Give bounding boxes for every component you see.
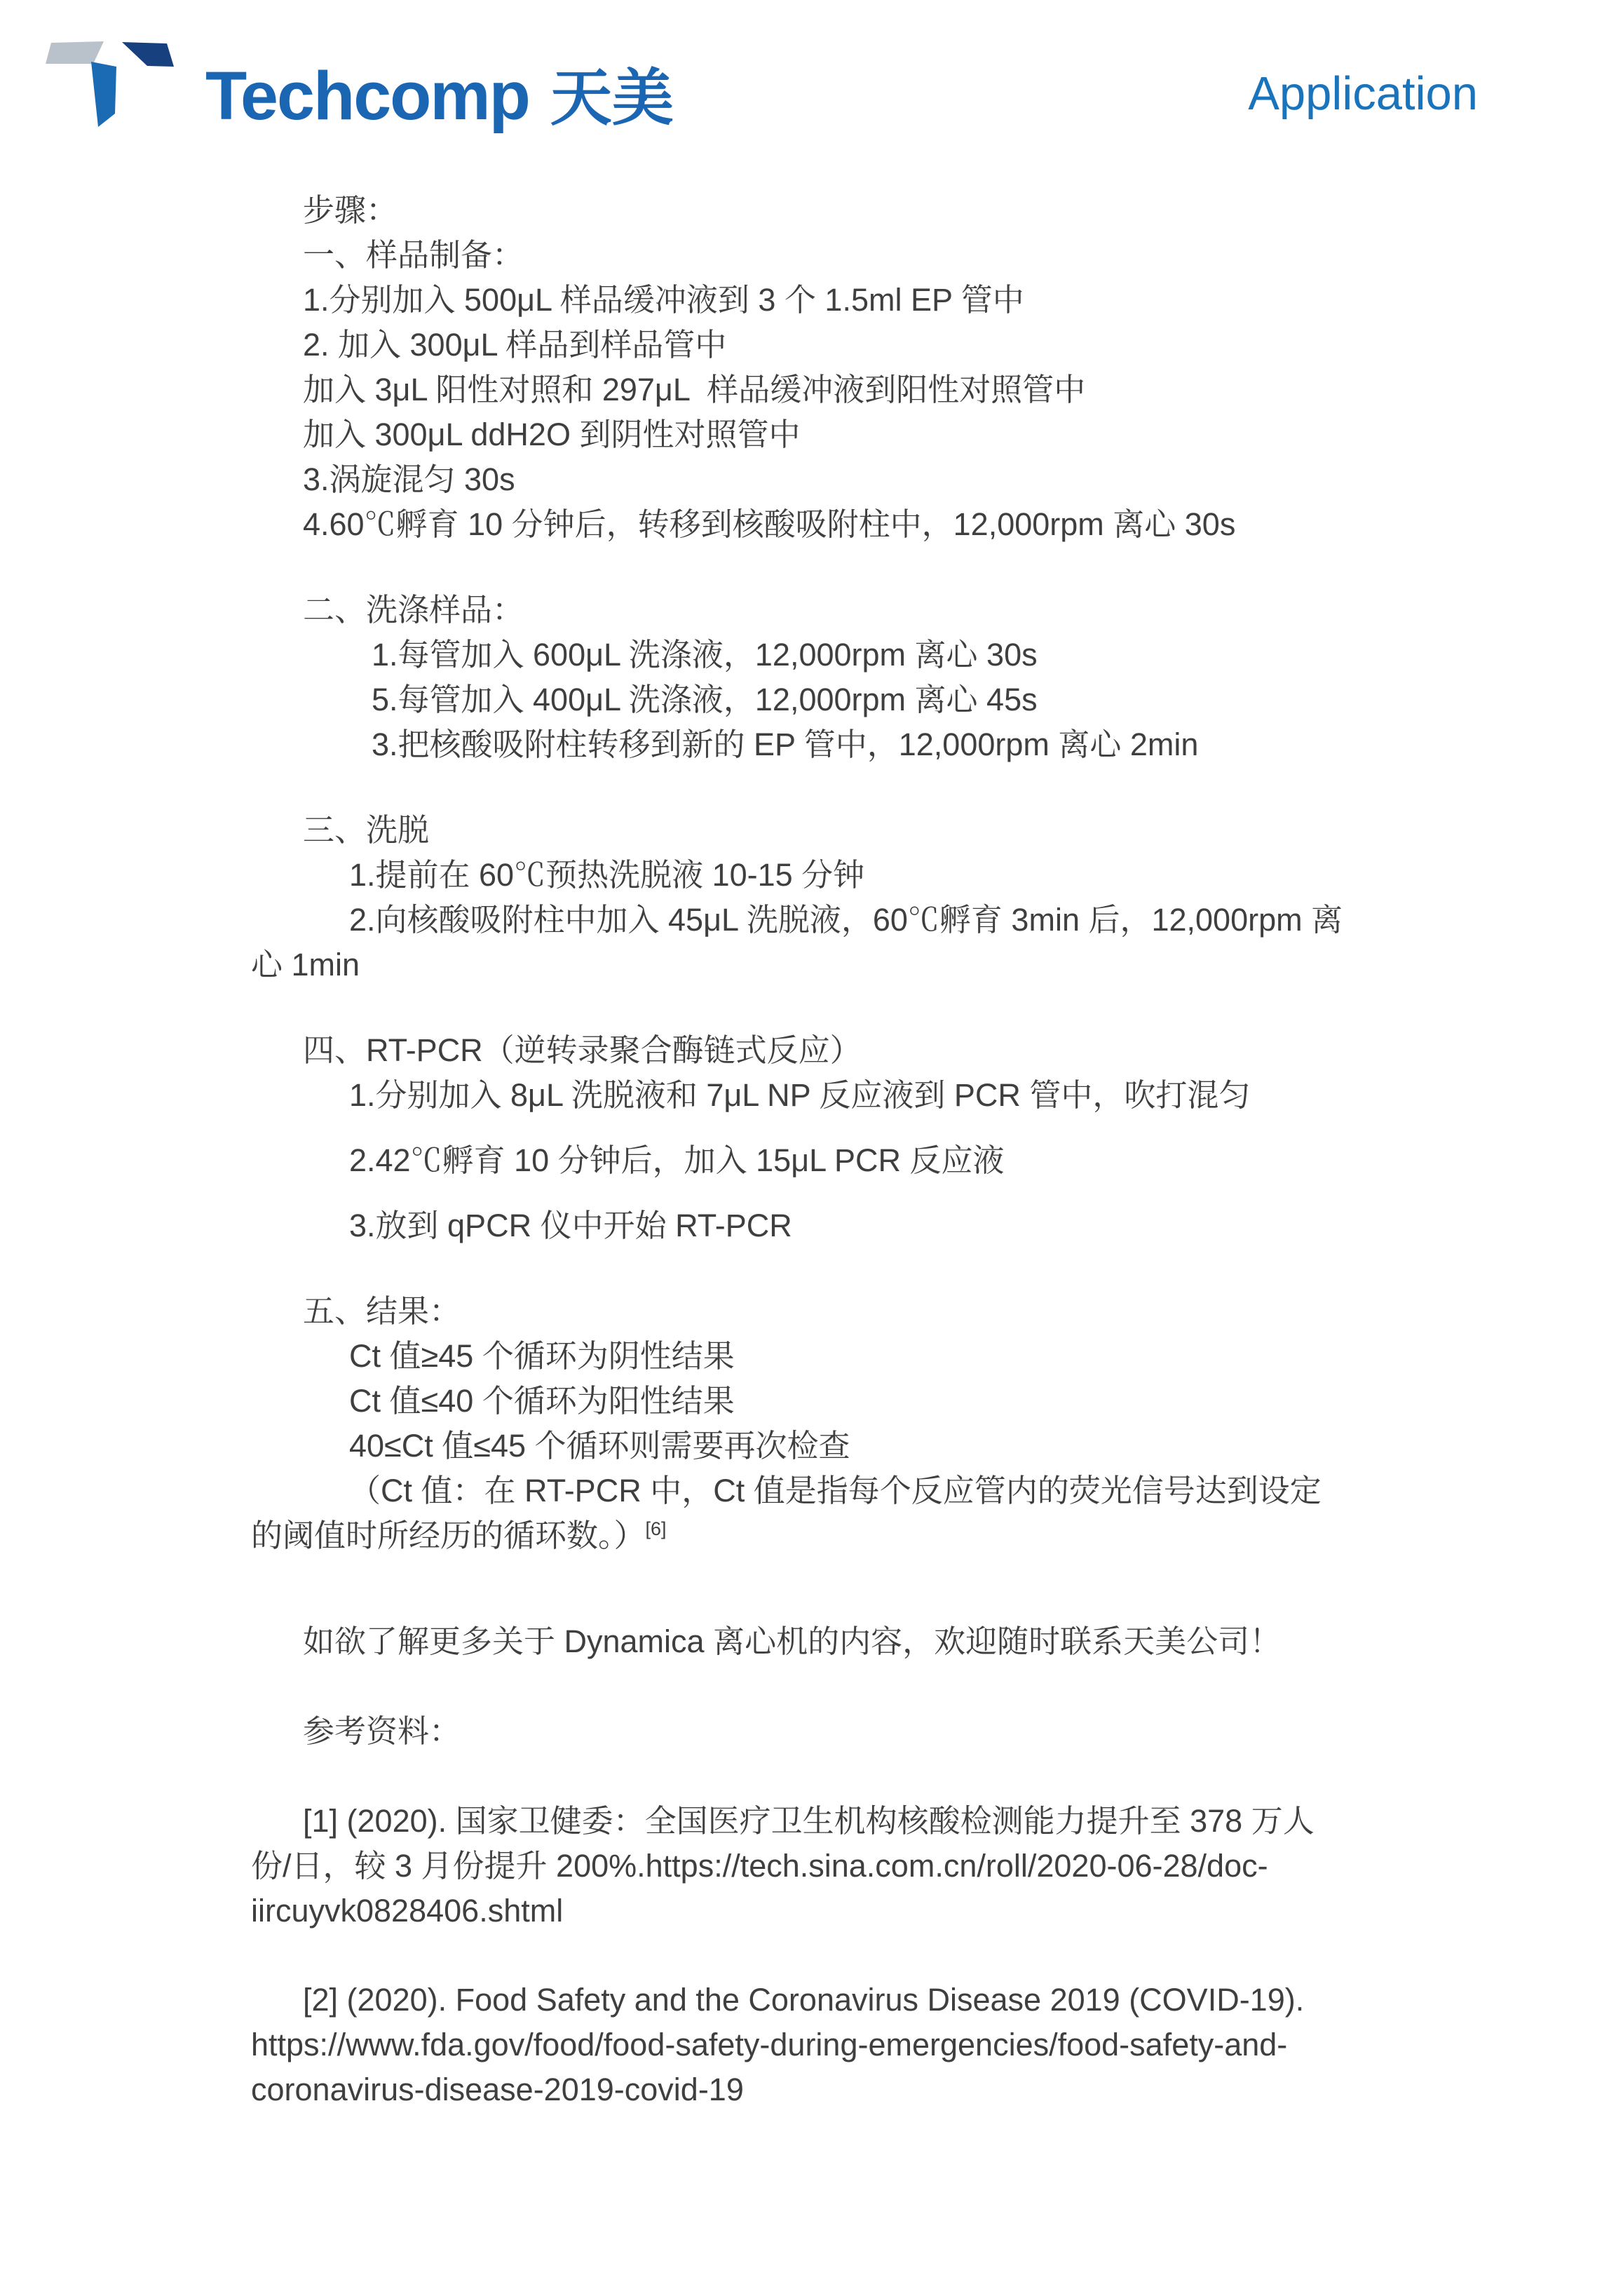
text-line [251,1978,1387,2022]
text-line [251,633,1387,677]
text-line-content: 3.把核酸吸附柱转移到新的 EP 管中，12,000rpm 离心 2min [372,727,1199,762]
text-line [251,457,1387,502]
text-line [251,1424,1387,1468]
text-line-content: 三、洗脱 [303,812,430,848]
document-lines [251,188,1387,2112]
text-line [251,1289,1387,1334]
text-line [251,677,1387,722]
text-line-content: 四、RT-PCR（逆转录聚合酶链式反应） [303,1032,862,1068]
text-line-content: 5.每管加入 400μL 洗涤液，12,000rpm 离心 45s [372,682,1038,717]
text-line-content: 2. 加入 300μL 样品到样品管中 [303,327,727,363]
text-line-content: 加入 300μL ddH2O 到阴性对照管中 [303,417,801,452]
text-line [251,412,1387,457]
text-line-content: 步骤： [303,192,398,228]
logo-navy-face [122,42,174,67]
logo-blue-face [91,62,116,127]
text-line-content: 份/日，较 3 月份提升 200%.https://tech.sina.com.cn/roll/2020-06-28/doc- [251,1847,1268,1884]
text-line-content: Ct 值≥45 个循环为阴性结果 [349,1338,735,1374]
text-line-content: 2.向核酸吸附柱中加入 45μL 洗脱液，60℃孵育 3min 后，12,000rpm 离 [349,902,1343,938]
text-line-content: https://www.fda.gov/food/food-safety-during-emergencies/food-safety-and- [251,2027,1288,2063]
text-line-content: 加入 3μL 阳性对照和 297μL 样品缓冲液到阳性对照管中 [303,372,1086,407]
text-line-content: iircuyvk0828406.shtml [251,1892,564,1929]
text-line [251,1709,1387,1754]
text-line-content: 心 1min [251,947,360,982]
application-label: Application [1248,67,1478,120]
text-line-content: [2] (2020). Food Safety and the Coronavirus Disease 2019 (COVID-19). [303,1982,1305,2018]
text-line [251,1844,1387,1889]
text-line-content: coronavirus-disease-2019-covid-19 [251,2072,744,2108]
text-line [251,1513,1387,1558]
text-line [251,722,1387,767]
text-line [251,1028,1387,1073]
text-line [251,1334,1387,1379]
document-body [251,188,1387,2112]
text-line [251,323,1387,367]
text-line-content: 如欲了解更多关于 Dynamica 离心机的内容，欢迎随时联系天美公司！ [303,1623,1282,1659]
text-line [251,1889,1387,1933]
text-line [251,1073,1387,1118]
text-line-content: （Ct 值：在 RT-PCR 中，Ct 值是指每个反应管内的荧光信号达到设定 [349,1473,1322,1508]
text-line [251,853,1387,898]
brand-name-cn: 天美 [550,63,674,133]
text-line [251,188,1387,233]
text-line-content: [1] (2020). 国家卫健委：全国医疗卫生机构核酸检测能力提升至 378 万人 [303,1802,1315,1839]
text-line-content: 4.60℃孵育 10 分钟后，转移到核酸吸附柱中，12,000rpm 离心 30s [303,506,1236,542]
brand-name: Techcomp [205,58,529,134]
text-line-content: 3.涡旋混匀 30s [303,461,515,497]
text-line-content: 二、洗涤样品： [303,592,524,628]
text-line-content: 1.分别加入 8μL 洗脱液和 7μL NP 反应液到 PCR 管中，吹打混匀 [349,1077,1251,1113]
text-line-content: 1.提前在 60℃预热洗脱液 10-15 分钟 [349,857,865,893]
text-line [251,278,1387,323]
text-line [251,367,1387,412]
text-line-content: 1.分别加入 500μL 样品缓冲液到 3 个 1.5ml EP 管中 [303,282,1024,318]
text-line [251,898,1387,943]
text-line [251,1799,1387,1844]
text-line-content: 3.放到 qPCR 仪中开始 RT-PCR [349,1208,792,1243]
text-line [251,1468,1387,1513]
text-line [251,588,1387,633]
text-line [251,2067,1387,2112]
text-line-content: Ct 值≤40 个循环为阳性结果 [349,1383,735,1419]
text-line [251,2022,1387,2067]
text-line-content: 一、样品制备： [303,237,524,273]
text-line [251,1203,1387,1248]
text-line-content: 40≤Ct 值≤45 个循环则需要再次检查 [349,1428,850,1464]
text-line [251,233,1387,278]
logo-gray-face [46,41,104,64]
page-header [42,34,1623,153]
text-line [251,808,1387,853]
text-line-content: 2.42℃孵育 10 分钟后，加入 15μL PCR 反应液 [349,1142,1005,1178]
text-line [251,1379,1387,1424]
reference-superscript: [6] [645,1518,667,1539]
text-line-content: 的阈值时所经历的循环数。） [251,1518,646,1553]
techcomp-logo-mark [42,34,179,139]
text-line [251,1138,1387,1183]
text-line-content: 参考资料： [303,1713,461,1749]
text-line-content: 1.每管加入 600μL 洗涤液，12,000rpm 离心 30s [372,637,1038,673]
text-line [251,1619,1387,1664]
text-line [251,943,1387,987]
text-line [251,502,1387,547]
text-line-content: 五、结果： [303,1293,461,1329]
